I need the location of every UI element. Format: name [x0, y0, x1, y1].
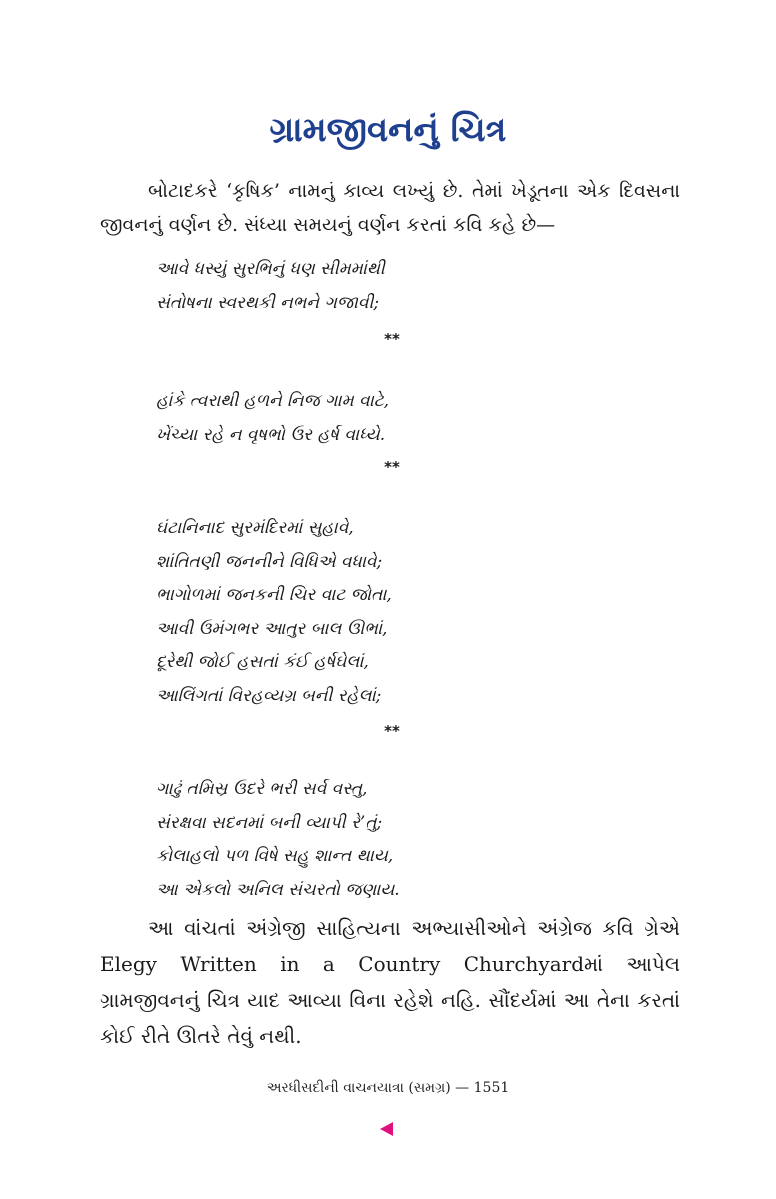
poem-stanza: [156, 512, 656, 713]
poem-line: શાંતિતણી જનનીને વિધિએ વધાવે;: [156, 551, 383, 572]
poem-line: આલિંગતાં વિરહવ્યગ્ર બની રહેલાં;: [156, 685, 382, 706]
poem-line: આવી ઉમંગભર આતુર બાલ ઊભાં,: [156, 618, 388, 639]
page-title: ગ્રામજીવનનું ચિત્ર: [269, 110, 507, 150]
poem-stanza: [156, 773, 656, 907]
poem-line: ઘંટાનિનાદ સુરમંદિરમાં સુહાવે,: [156, 518, 354, 538]
poem-stanza: [156, 385, 656, 452]
stanza-separator: **: [384, 458, 400, 476]
stanza-separator: **: [384, 330, 400, 348]
poem-line: આવે ધસ્યું સુરભિનું ધણ સીમમાંથી: [156, 259, 385, 279]
previous-page-arrow-icon[interactable]: [380, 1122, 393, 1136]
intro-paragraph: બોટાદકરે ‘કૃષિક’ નામનું કાવ્ય લખ્યું છે. તેમાં ખેડૂતના એક દિવસના જીવનનું વર્ણન છે. સંધ્યા સમયનું વર્ણન કરતાં કવિ કહે છે—: [100, 180, 680, 236]
poem-stanza: [156, 253, 656, 320]
poem-line: ખેંચ્યા રહે ન વૃષભો ઉર હર્ષ વાધ્યે.: [156, 424, 386, 445]
poem-line: કોલાહલો પળ વિષે સહુ શાન્ત થાય,: [156, 846, 394, 866]
poem-line: આ એકલો અનિલ સંચરતો જણાય.: [156, 879, 400, 900]
poem-line: સંરક્ષવા સદનમાં બની વ્યાપી રે’તું;: [156, 812, 383, 833]
poem-line: દૂરેથી જોઈ હસતાં કંઈ હર્ષઘેલાં,: [156, 652, 369, 672]
page-footer: અરધીસદીની વાચનયાત્રા (સમગ્ર) — 1551: [266, 1080, 510, 1096]
closing-paragraph: આ વાંચતાં અંગ્રેજી સાહિત્યના અભ્યાસીઓને અંગ્રેજ કવિ ગ્રેએ Elegy Written in a Country Churchyardમાં આપેલ ગ્રામજીવનનું ચિત્ર યાદ આવ્યા વિના રહેશે નહિ. સૌંદર્યમાં આ તેના કરતાં કોઈ રીતે ઊતરે તેવું નથી.: [100, 916, 680, 1048]
poem-line: ગાઢું તમિસ્ર ઉદરે ભરી સર્વ વસ્તુ,: [156, 779, 368, 799]
poem-line: હાંકે ત્વરાથી હળને નિજ ગામ વાટે,: [156, 391, 390, 411]
poem-line: સંતોષના સ્વરથકી નભને ગજાવી;: [156, 292, 380, 313]
poem-line: ભાગોળમાં જનકની ચિર વાટ જોતા,: [156, 585, 392, 605]
stanza-separator: **: [384, 722, 400, 740]
